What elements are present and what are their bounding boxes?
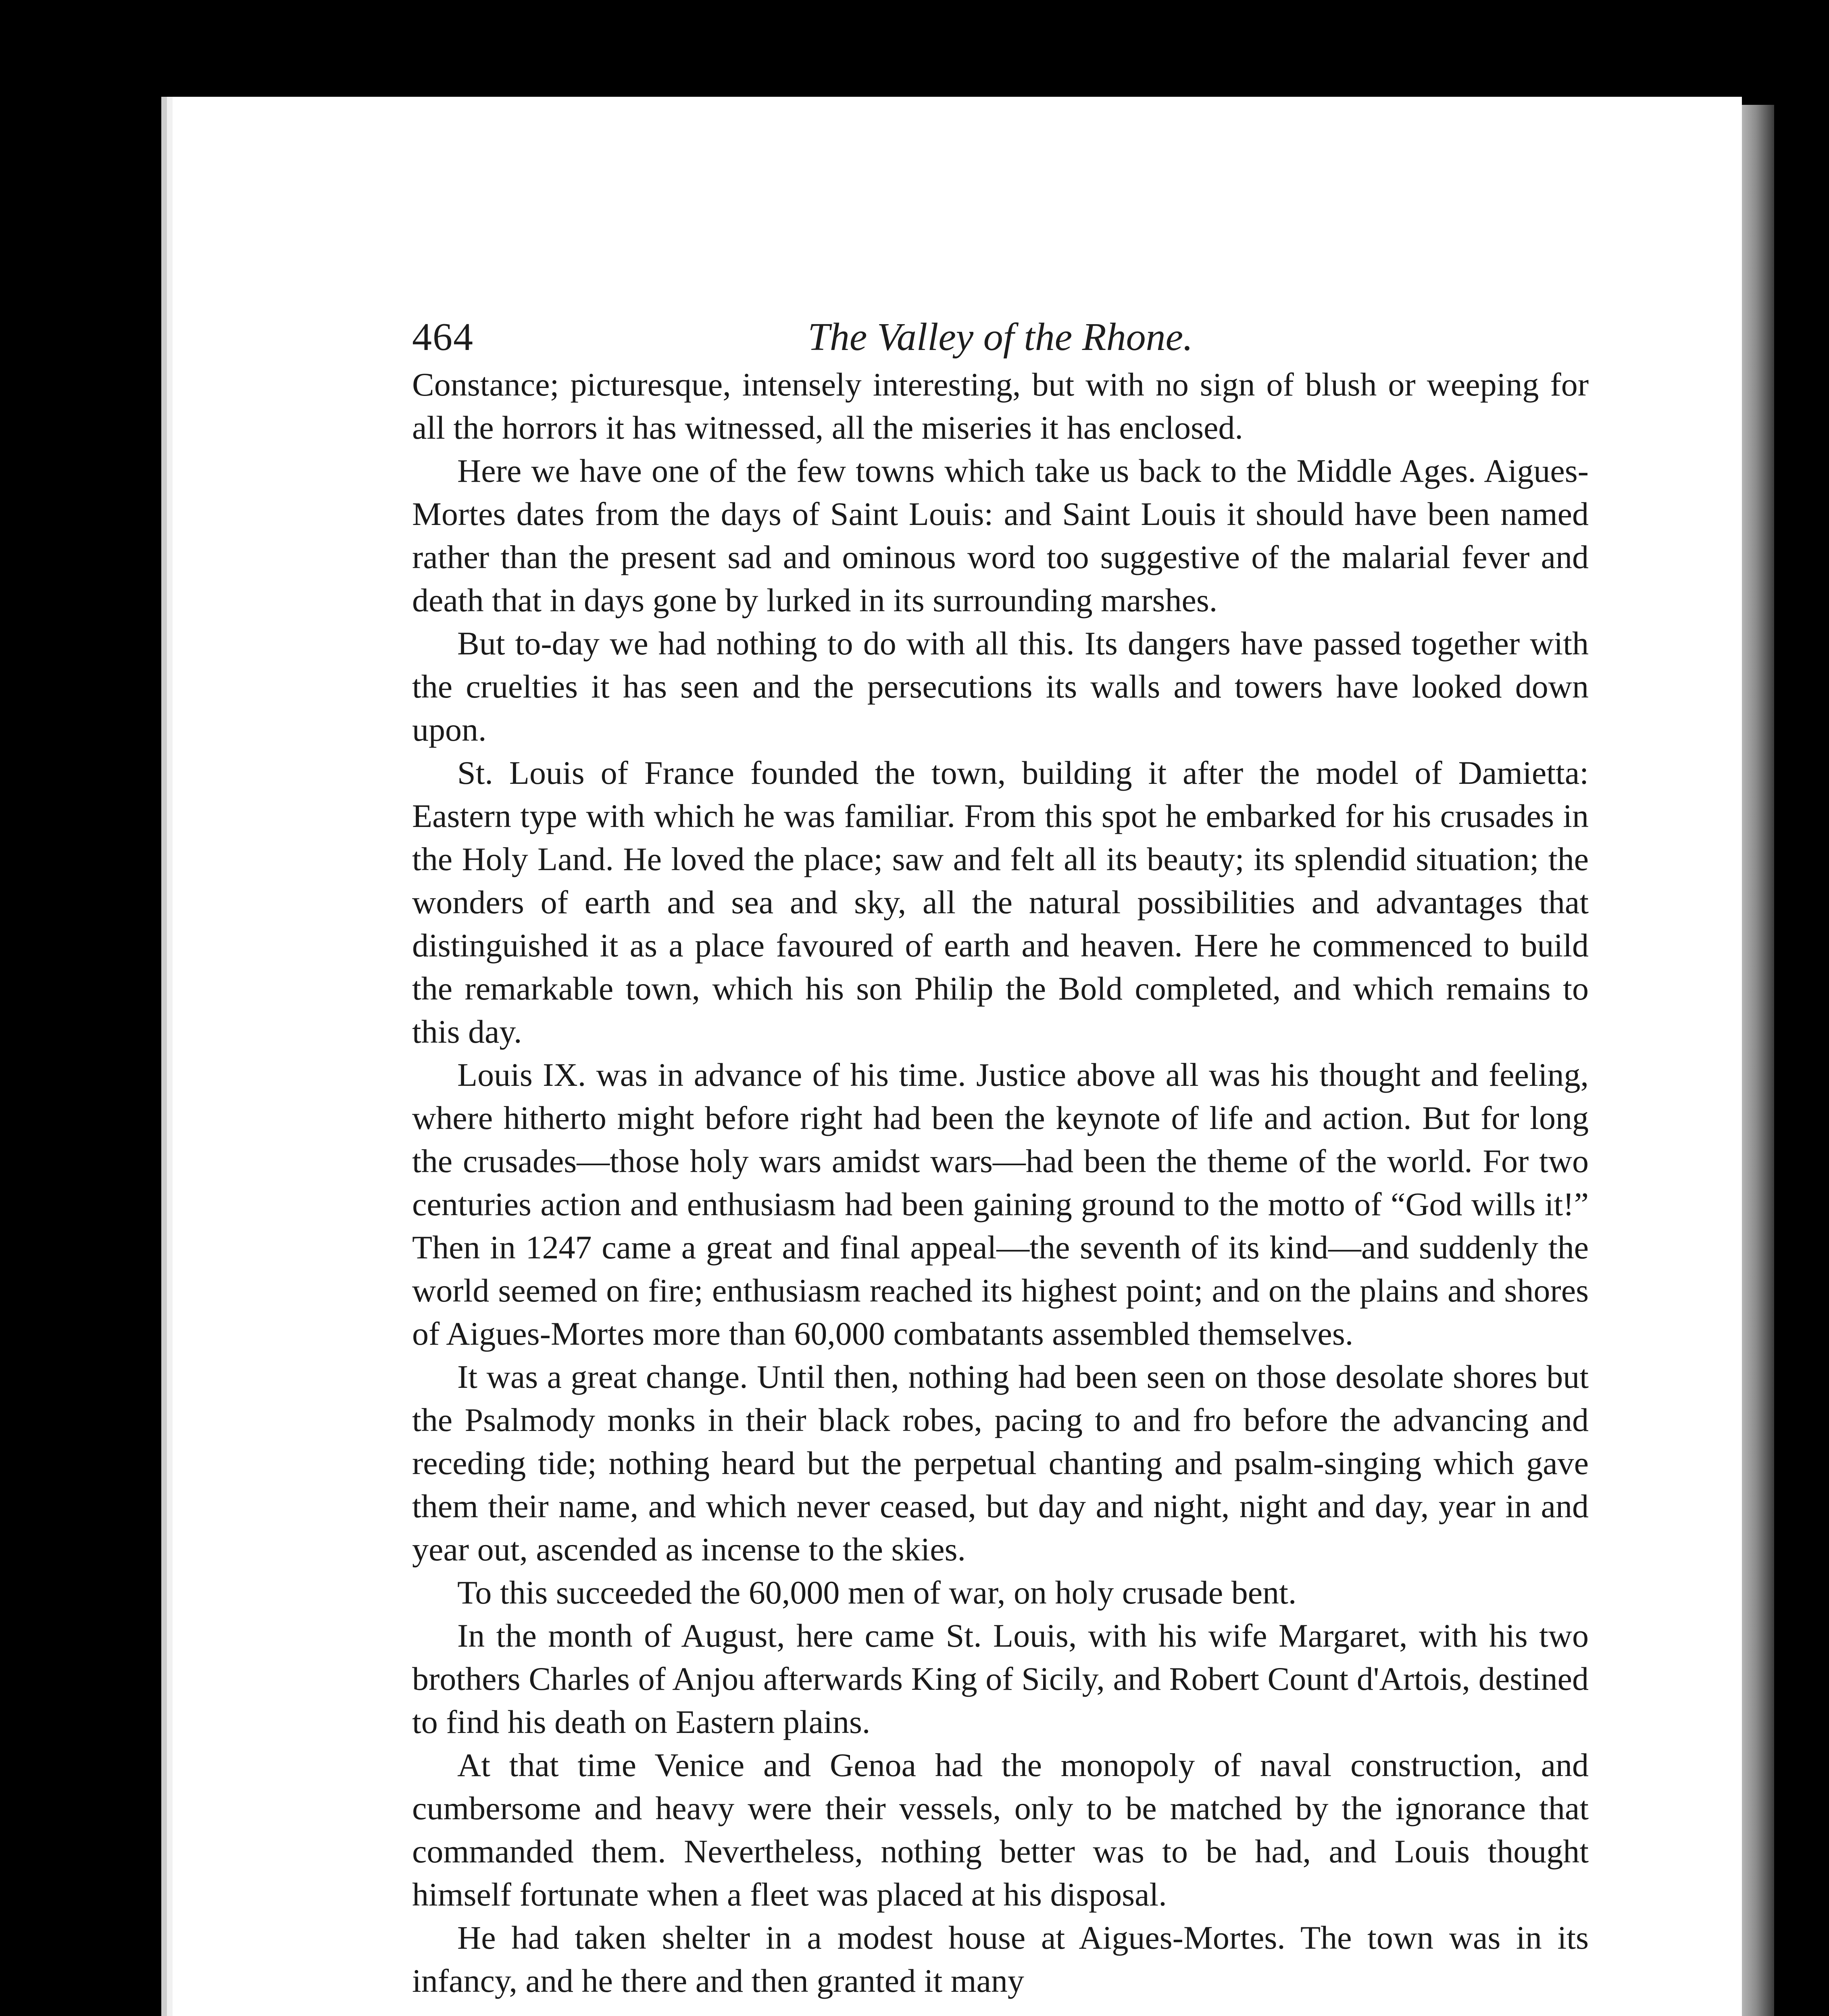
page-number: 464 bbox=[412, 315, 474, 359]
paragraph-5: Louis IX. was in advance of his time. Justice above all was his thought and feeling, where hitherto might before right had been the keynote of life and action. But for long the crusades—those holy wars amidst wars—had been the theme of the world. For two centuries action and enthusiasm had been gaining ground to the motto of “God wills it!” Then in 1247 came a great and final appeal—the seventh of its kind—and suddenly the world seemed on fire; enthusiasm reached its highest point; and on the plains and shores of Aigues-Mortes more than 60,000 combatants assembled themselves. bbox=[412, 1056, 1589, 1352]
paragraph-2: Here we have one of the few towns which take us back to the Middle Ages. Aigues-Mortes dates from the days of Saint Louis: and Saint Louis it should have been named rather than the present sad and ominous word too suggestive of the malarial fever and death that in days gone by lurked in its surrounding marshes. bbox=[412, 452, 1589, 619]
running-header bbox=[412, 298, 1589, 363]
paragraph-6: It was a great change. Until then, nothing had been seen on those desolate shores but the Psalmody monks in their black robes, pacing to and fro before the advancing and receding tide; nothing heard but the perpetual chanting and psalm-singing which gave them their name, and which never ceased, but day and night, night and day, year in and year out, ascended as incense to the skies. bbox=[412, 1358, 1589, 1568]
paragraph-9: At that time Venice and Genoa had the monopoly of naval construction, and cumbersome and heavy were their vessels, only to be matched by the ignorance that commanded them. Nevertheless, nothing better was to be had, and Louis thought himself fortunate when a fleet was placed at his disposal. bbox=[412, 1747, 1589, 1913]
paragraph-10: He had taken shelter in a modest house at Aigues-Mortes. The town was in its infancy, and he there and then granted it many bbox=[412, 1919, 1589, 1999]
paragraph-4: St. Louis of France founded the town, building it after the model of Damietta: Eastern type with which he was familiar. From this spot he embarked for his crusades in the Holy Land. He loved the place; saw and felt all its beauty; its splendid situation; the wonders of earth and sea and sky, all the natural possibilities and advantages that distinguished it as a place favoured of earth and heaven. Here he commenced to build the remarkable town, which his son Philip the Bold completed, and which remains to this day. bbox=[412, 754, 1589, 1050]
paragraph-1: Constance; picturesque, intensely interesting, but with no sign of blush or weeping for all the horrors it has witnessed, all the miseries it has enclosed. bbox=[412, 366, 1589, 446]
body-text bbox=[412, 363, 1589, 2002]
text-block bbox=[412, 298, 1589, 2002]
book-page bbox=[161, 97, 1742, 2016]
running-title: The Valley of the Rhone. bbox=[808, 315, 1193, 359]
paragraph-8: In the month of August, here came St. Louis, with his wife Margaret, with his two brothers Charles of Anjou afterwards King of Sicily, and Robert Count d'Artois, destined to find his death on Eastern plains. bbox=[412, 1617, 1589, 1740]
paragraph-7: To this succeeded the 60,000 men of war, on holy crusade bent. bbox=[457, 1574, 1297, 1611]
paragraph-3: But to-day we had nothing to do with all this. Its dangers have passed together with the cruelties it has seen and the persecutions its walls and towers have looked down upon. bbox=[412, 625, 1589, 748]
